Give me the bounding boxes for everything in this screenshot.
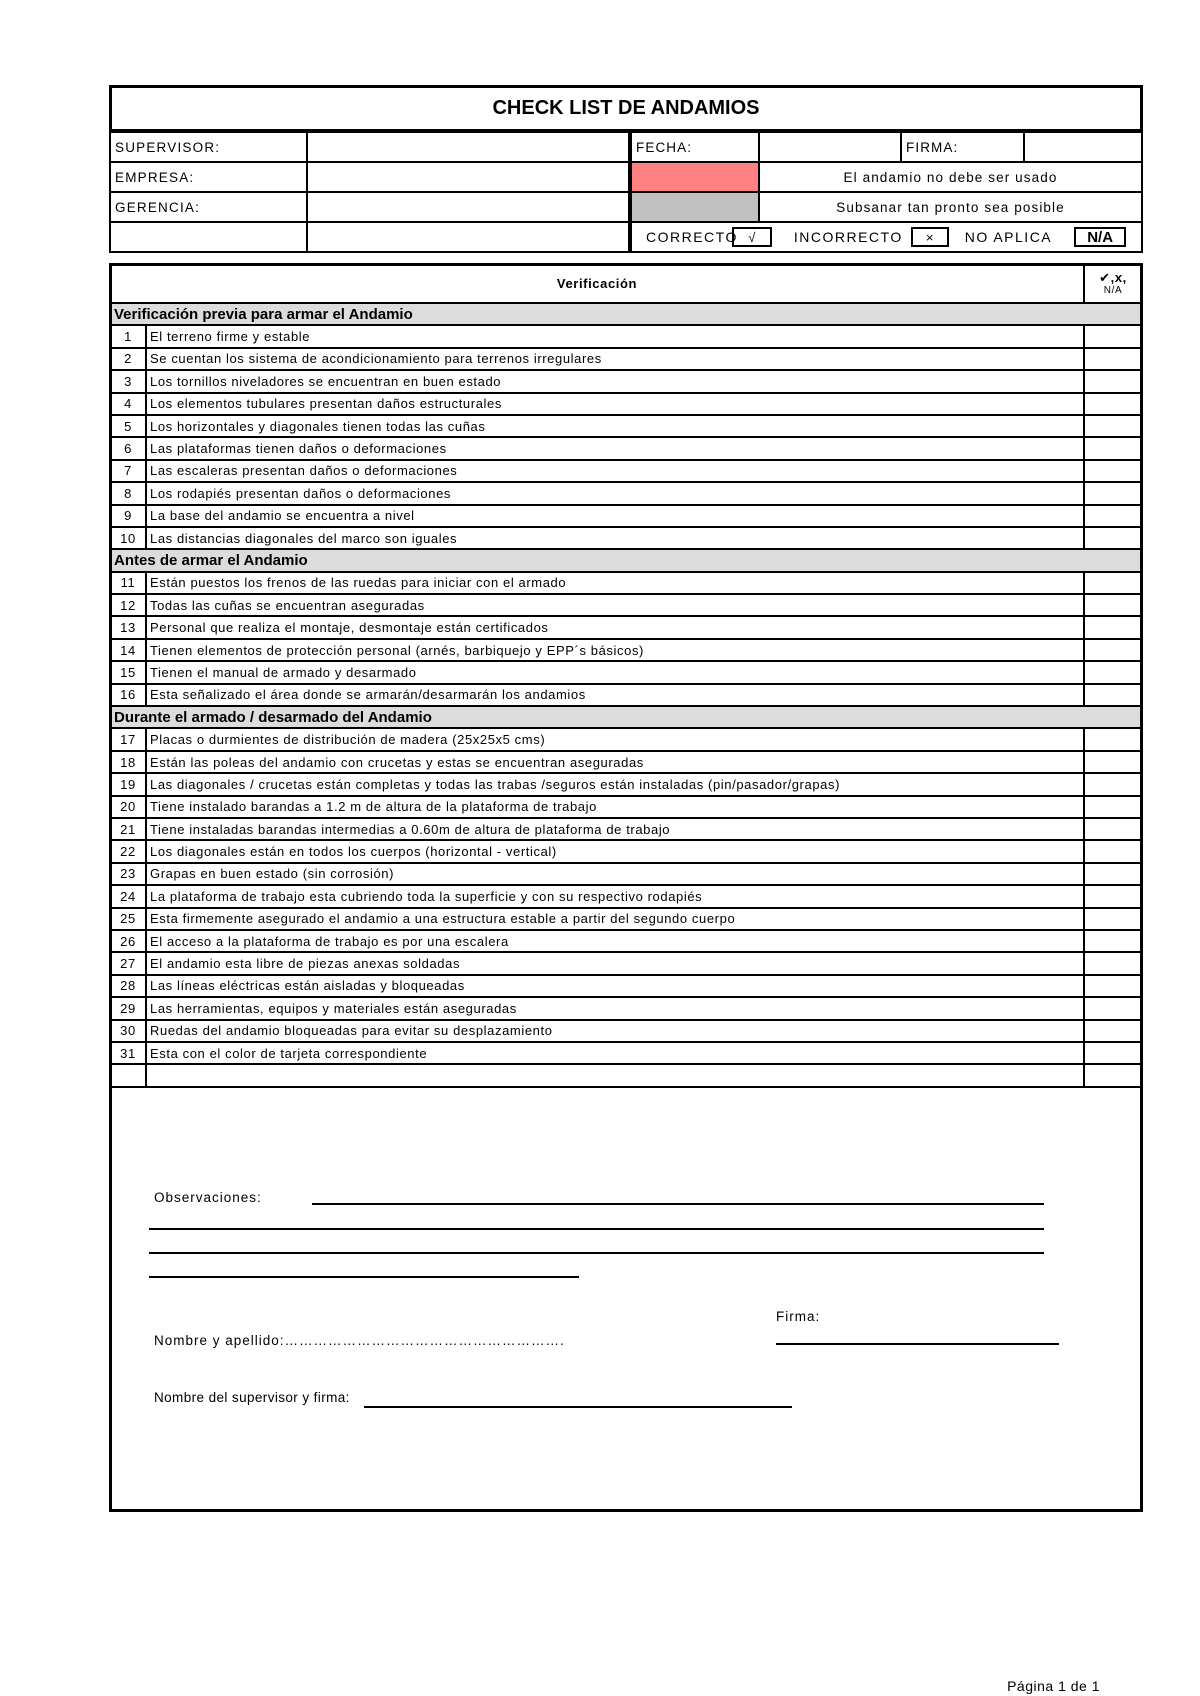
item-check-cell[interactable] [1084, 728, 1142, 750]
checklist-row [110, 908, 1142, 930]
check-column-header [1084, 264, 1142, 303]
gray-legend-text: Subsanar tan pronto sea posible [759, 192, 1142, 222]
supervisor-label: SUPERVISOR: [110, 132, 307, 162]
section-header-row [110, 549, 1142, 571]
item-number: 19 [110, 773, 146, 795]
checklist-row [110, 415, 1142, 437]
section-title: Antes de armar el Andamio [110, 549, 1142, 571]
checklist-row [110, 796, 1142, 818]
check-symbol-icon: √ [732, 227, 772, 247]
item-number: 15 [110, 661, 146, 683]
checklist-row [110, 684, 1142, 706]
check-header-symbols: ✔,x, [1099, 269, 1127, 285]
checklist-row [110, 751, 1142, 773]
item-text: Los rodapiés presentan daños o deformaciones [146, 482, 1084, 504]
item-number: 18 [110, 751, 146, 773]
supervisor-firma-label: Nombre del supervisor y firma: [154, 1390, 350, 1405]
item-number: 20 [110, 796, 146, 818]
item-text: La base del andamio se encuentra a nivel [146, 505, 1084, 527]
section-header-row [110, 303, 1142, 325]
nombre-apellido-label: Nombre y apellido:…………………………………………………. [154, 1333, 565, 1348]
checklist-row [110, 952, 1142, 974]
item-text: Tienen el manual de armado y desarmado [146, 661, 1084, 683]
item-check-cell[interactable] [1084, 818, 1142, 840]
item-number: 5 [110, 415, 146, 437]
item-check-cell[interactable] [1084, 572, 1142, 594]
item-check-cell[interactable] [1084, 370, 1142, 392]
item-check-cell[interactable] [1084, 930, 1142, 952]
item-text: Las herramientas, equipos y materiales están aseguradas [146, 997, 1084, 1019]
item-check-cell[interactable] [1084, 616, 1142, 638]
item-number: 9 [110, 505, 146, 527]
item-text: Las escaleras presentan daños o deformaciones [146, 460, 1084, 482]
item-check-cell[interactable] [1084, 684, 1142, 706]
item-text: Se cuentan los sistema de acondicionamiento para terrenos irregulares [146, 348, 1084, 370]
item-number: 14 [110, 639, 146, 661]
page-title: CHECK LIST DE ANDAMIOS [109, 85, 1143, 131]
checklist-row [110, 325, 1142, 347]
red-legend-text: El andamio no debe ser usado [759, 162, 1142, 192]
header-info-table [109, 131, 630, 253]
item-text: Están las poleas del andamio con crucetas y estas se encuentran aseguradas [146, 751, 1084, 773]
empresa-field[interactable] [307, 162, 629, 192]
blank-row [110, 1064, 1142, 1086]
item-number: 21 [110, 818, 146, 840]
item-check-cell[interactable] [1084, 482, 1142, 504]
checklist-row [110, 370, 1142, 392]
item-text: Las plataformas tienen daños o deformaciones [146, 437, 1084, 459]
checklist-row [110, 728, 1142, 750]
gerencia-label: GERENCIA: [110, 192, 307, 222]
item-check-cell[interactable] [1084, 1020, 1142, 1042]
checklist-row [110, 527, 1142, 549]
item-check-cell[interactable] [1084, 325, 1142, 347]
item-check-cell[interactable] [1084, 840, 1142, 862]
item-check-cell[interactable] [1084, 415, 1142, 437]
firma-line[interactable] [776, 1343, 1059, 1345]
item-check-cell[interactable] [1084, 505, 1142, 527]
observaciones-label: Observaciones: [154, 1190, 262, 1205]
no-aplica-label: NO APLICA [964, 229, 1053, 245]
item-text: Los elementos tubulares presentan daños estructurales [146, 393, 1084, 415]
verification-table [109, 263, 1143, 1088]
item-number: 8 [110, 482, 146, 504]
item-check-cell[interactable] [1084, 348, 1142, 370]
item-text: Tiene instalado barandas a 1.2 m de altura de la plataforma de trabajo [146, 796, 1084, 818]
item-text: Grapas en buen estado (sin corrosión) [146, 863, 1084, 885]
item-number: 3 [110, 370, 146, 392]
item-text: El andamio esta libre de piezas anexas soldadas [146, 952, 1084, 974]
item-text: Esta firmemente asegurado el andamio a una estructura estable a partir del segundo cuerpo [146, 908, 1084, 930]
item-check-cell[interactable] [1084, 1042, 1142, 1064]
checklist-row [110, 863, 1142, 885]
item-number: 29 [110, 997, 146, 1019]
checklist-row [110, 639, 1142, 661]
checklist-row [110, 616, 1142, 638]
item-text: Personal que realiza el montaje, desmontaje están certificados [146, 616, 1084, 638]
checklist-row [110, 661, 1142, 683]
page-number: Página 1 de 1 [1007, 1678, 1100, 1694]
item-number: 11 [110, 572, 146, 594]
checklist-row [110, 1020, 1142, 1042]
observaciones-line-3[interactable] [149, 1252, 1044, 1254]
check-header-na: N/A [1103, 284, 1123, 296]
firma-label: FIRMA: [901, 132, 1024, 162]
item-text: Placas o durmientes de distribución de madera (25x25x5 cms) [146, 728, 1084, 750]
symbol-legend [631, 222, 1142, 252]
extra-label [110, 222, 307, 252]
blank-check-cell[interactable] [1084, 1064, 1142, 1086]
item-text: Las líneas eléctricas están aisladas y bloqueadas [146, 975, 1084, 997]
firma-field[interactable] [1024, 132, 1142, 162]
item-number: 13 [110, 616, 146, 638]
checklist-row [110, 773, 1142, 795]
item-text: El terreno firme y estable [146, 325, 1084, 347]
item-number: 22 [110, 840, 146, 862]
item-check-cell[interactable] [1084, 885, 1142, 907]
checklist-row [110, 975, 1142, 997]
item-text: Los diagonales están en todos los cuerpos (horizontal - vertical) [146, 840, 1084, 862]
item-number: 30 [110, 1020, 146, 1042]
observaciones-line-2[interactable] [149, 1228, 1044, 1230]
item-number: 27 [110, 952, 146, 974]
item-check-cell[interactable] [1084, 997, 1142, 1019]
item-text: Las diagonales / crucetas están completas y todas las trabas /seguros están instaladas (pin/pasador/grapas) [146, 773, 1084, 795]
blank-cell [110, 1064, 146, 1086]
checklist-row [110, 840, 1142, 862]
fecha-field[interactable] [759, 132, 901, 162]
item-number: 28 [110, 975, 146, 997]
item-text: La plataforma de trabajo esta cubriendo toda la superficie y con su respectivo rodapiés [146, 885, 1084, 907]
observaciones-line-1[interactable] [312, 1203, 1044, 1205]
item-check-cell[interactable] [1084, 952, 1142, 974]
item-number: 17 [110, 728, 146, 750]
item-check-cell[interactable] [1084, 661, 1142, 683]
item-check-cell[interactable] [1084, 863, 1142, 885]
item-text: Los tornillos niveladores se encuentran en buen estado [146, 370, 1084, 392]
gray-swatch [631, 192, 759, 222]
checklist-rows [110, 303, 1142, 1087]
item-number: 26 [110, 930, 146, 952]
item-number: 7 [110, 460, 146, 482]
supervisor-firma-line[interactable] [364, 1406, 792, 1408]
checklist-row [110, 572, 1142, 594]
cross-symbol-icon: × [911, 227, 949, 247]
item-number: 23 [110, 863, 146, 885]
item-text: Los horizontales y diagonales tienen todas las cuñas [146, 415, 1084, 437]
item-number: 24 [110, 885, 146, 907]
blank-cell [146, 1064, 1084, 1086]
supervisor-field[interactable] [307, 132, 629, 162]
checklist-row [110, 482, 1142, 504]
item-check-cell[interactable] [1084, 908, 1142, 930]
checklist-row [110, 437, 1142, 459]
checklist-row [110, 930, 1142, 952]
item-number: 6 [110, 437, 146, 459]
verification-title: Verificación [110, 264, 1084, 303]
item-check-cell[interactable] [1084, 796, 1142, 818]
checklist-row [110, 348, 1142, 370]
item-check-cell[interactable] [1084, 527, 1142, 549]
firma-footer-label: Firma: [776, 1309, 821, 1324]
item-check-cell[interactable] [1084, 751, 1142, 773]
item-number: 16 [110, 684, 146, 706]
item-number: 1 [110, 325, 146, 347]
gerencia-field[interactable] [307, 192, 629, 222]
item-text: Esta con el color de tarjeta correspondiente [146, 1042, 1084, 1064]
observaciones-line-4[interactable] [149, 1276, 579, 1278]
item-number: 31 [110, 1042, 146, 1064]
item-text: Tiene instaladas barandas intermedias a 0.60m de altura de plataforma de trabajo [146, 818, 1084, 840]
item-check-cell[interactable] [1084, 975, 1142, 997]
red-swatch [631, 162, 759, 192]
empresa-label: EMPRESA: [110, 162, 307, 192]
item-check-cell[interactable] [1084, 393, 1142, 415]
checklist-row [110, 818, 1142, 840]
section-title: Verificación previa para armar el Andamio [110, 303, 1142, 325]
section-header-row [110, 706, 1142, 728]
checklist-row [110, 460, 1142, 482]
item-number: 4 [110, 393, 146, 415]
checklist-row [110, 997, 1142, 1019]
item-check-cell[interactable] [1084, 437, 1142, 459]
item-text: Las distancias diagonales del marco son iguales [146, 527, 1084, 549]
correcto-label: CORRECTO [646, 229, 738, 245]
extra-field[interactable] [307, 222, 629, 252]
checklist-row [110, 594, 1142, 616]
section-title: Durante el armado / desarmado del Andamio [110, 706, 1142, 728]
item-check-cell[interactable] [1084, 594, 1142, 616]
item-text: El acceso a la plataforma de trabajo es por una escalera [146, 930, 1084, 952]
item-text: Están puestos los frenos de las ruedas para iniciar con el armado [146, 572, 1084, 594]
item-text: Tienen elementos de protección personal (arnés, barbiquejo y EPP´s básicos) [146, 639, 1084, 661]
checklist-row [110, 1042, 1142, 1064]
incorrecto-label: INCORRECTO [793, 229, 903, 245]
item-check-cell[interactable] [1084, 639, 1142, 661]
na-symbol: N/A [1074, 227, 1126, 247]
header-legend-table [630, 131, 1143, 253]
item-number: 2 [110, 348, 146, 370]
item-number: 12 [110, 594, 146, 616]
item-text: Todas las cuñas se encuentran aseguradas [146, 594, 1084, 616]
item-number: 25 [110, 908, 146, 930]
item-check-cell[interactable] [1084, 773, 1142, 795]
item-text: Esta señalizado el área donde se armarán/desarmarán los andamios [146, 684, 1084, 706]
item-check-cell[interactable] [1084, 460, 1142, 482]
fecha-label: FECHA: [631, 132, 759, 162]
checklist-row [110, 393, 1142, 415]
checklist-row [110, 885, 1142, 907]
checklist-row [110, 505, 1142, 527]
item-number: 10 [110, 527, 146, 549]
item-text: Ruedas del andamio bloqueadas para evitar su desplazamiento [146, 1020, 1084, 1042]
